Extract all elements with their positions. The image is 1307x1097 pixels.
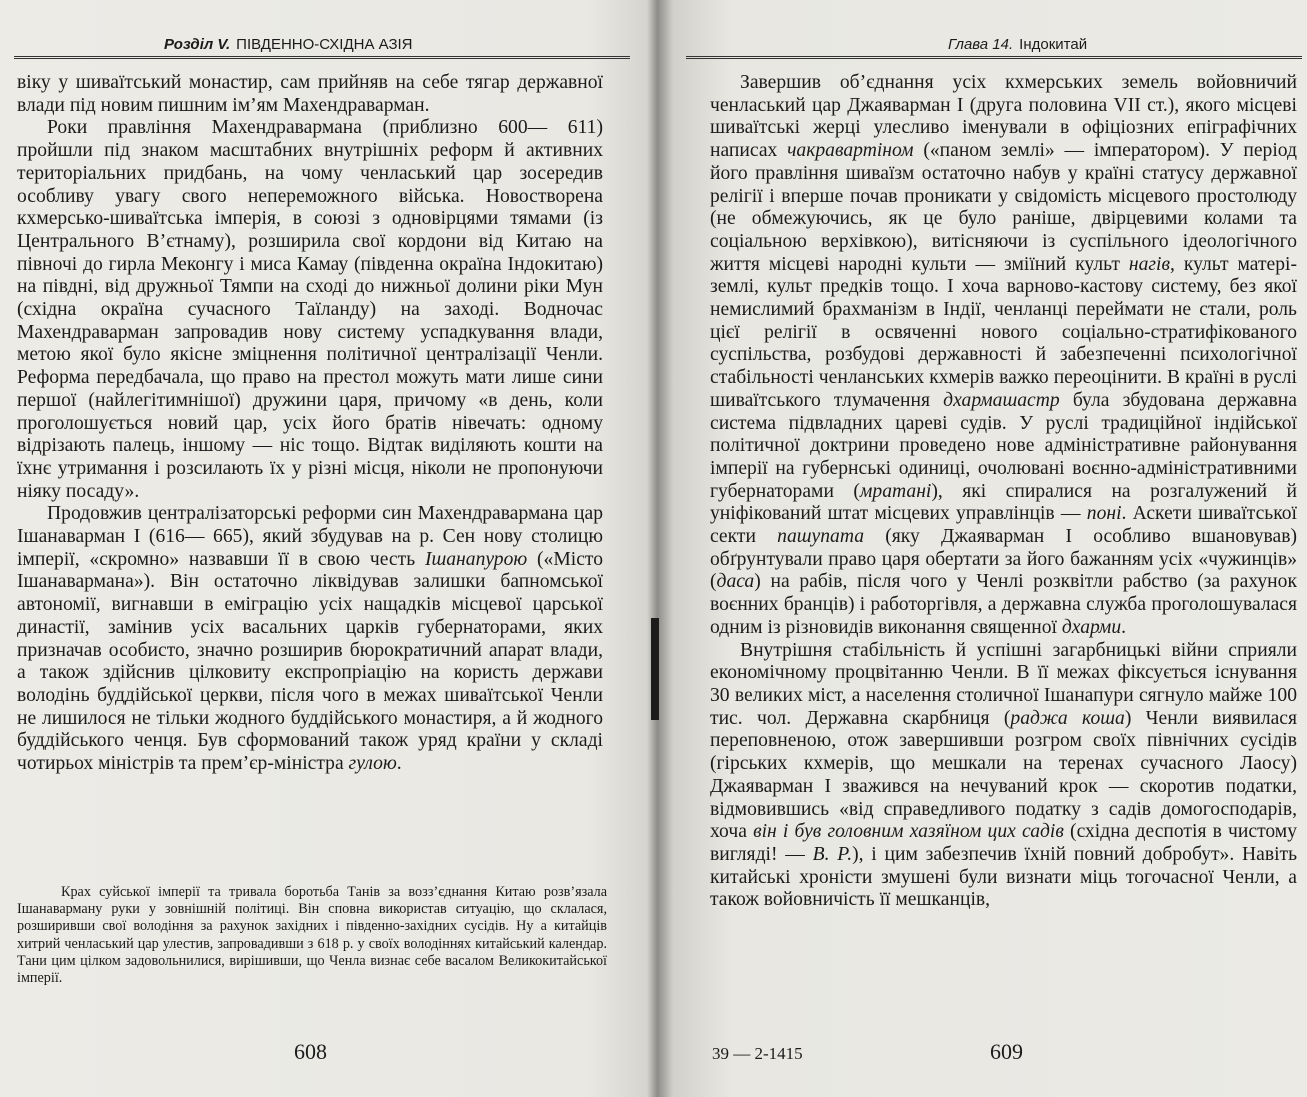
- term: поні: [1086, 503, 1122, 525]
- term: даса: [716, 571, 755, 593]
- term: раджа коша: [1010, 707, 1125, 729]
- paragraph: Роки правління Махендравармана (приблизно 600— 611) пройшли під знаком масштабних внутрішніх реформ й активних територіальних придбань, на чому ченласький цар зосередив особливу увагу свого непереможного війська. Новостворена кхмерсько-шиваїтська імперія, в союзі з одновірцями тямами (із Центрального В’єтнаму), розширила свої кордони від Китаю на півночі до гирла Меконгу і миса Камау (південна окраїна Індокитаю) на півдні, від дружньої Тямпи на сході до нижньої долини ріки Мун (східна окраїна сучасного Таїланду) на заході. Водночас Махендраварман запровадив нову систему успадкування влади, метою якої було якісне зміцнення політичної централізації Ченли. Реформа передбачала, що право на престол можуть мати лише сини першої (найлегітимнішої) дружини царя, причому «в день, коли проголошується новий цар, усіх його братів нівечать: одному відрізають палець, іншому — ніс тощо. Відтак виділяють кошти на їхнє утримання і розсилають їх у різні місця, ніколи не пропонуючи ніяку посаду».: [17, 117, 603, 502]
- left-body-text: [17, 72, 603, 776]
- section-label: Розділ V.: [164, 36, 231, 53]
- chapter-title: Індокитай: [1019, 36, 1088, 53]
- printer-signature: 39 — 2-1415: [712, 1044, 803, 1063]
- paragraph: Внутрішня стабільність й успішні загарбницькі війни сприяли економічному процвітанню Ченли. В її межах фіксується існування 30 великих міст, а населення столичної Ішанапури сягнуло майже 100 тис. чол. Державна скарбниця (раджа коша) Ченли виявилася переповненою, отож завершивши розгром своїх північних сусідів (гірських кхмерів, що мешкали на теренах сучасного Лаосу) Джаяварман I зважився на нечуваний крок — скоротив податки, відмовившись «від справедливого податку з садів домогосподарів, хоча він і був головним хазяїном цих садів (східна деспотія в чистому вигляді! — В. Р.), і цим забезпечив їхній повний добробут». Навіть китайські хроністи змушені були визнати міць тогочасної Ченли, а також войовничість її мешканців,: [710, 639, 1298, 911]
- running-head-right: [686, 34, 1302, 59]
- term: Ішанапурою: [424, 548, 528, 570]
- paragraph: Завершив об’єднання усіх кхмерських земель войовничий ченласький цар Джаяварман I (друга половина VII ст.), якого місцеві шиваїтські жерці улесливо іменували в офіціозних епіграфічних написах чакравартіном («паном землі» — імператором). У період його правління шиваїзм остаточно набув у країні статусу державної релігії і вперше почав проникати у свідомість місцевого простолюду (не обмежуючись, як це було раніше, двірцевими колами та соціальною верхівкою), витісняючи із суспільного ідеологічного життя місцеві народні культи — зміїний культ нагів, культ матері-землі, культ предків тощо. І хоча варново-кастову систему, без якої немислимий брахманізм в Індії, ченланці переймати не стали, роль цієї релігії в освяченні нового соціально-стратифікованого суспільства, розбудові державності й забезпеченні психологічної стабільності ченланських кхмерів важко переоцінити. В країні в руслі шиваїтського тлумачення дхармашастр була збудована державна система підвладних цареві судів. У руслі традиційної індійської політичної доктрини проведено нове адміністративне районування імперії на губернські одиниці, очолювані воєнно-адміністративними губернаторами (мратані), які спиралися на розгалужений й уніфікований штат місцевих управлінців — поні. Аскети шиваїтської секти пашупата (яку Джаяварман I особливо вшановував) обґрунтували право царя обертати за його бажанням усіх «чужинців» (даса) на рабів, після чого у Ченлі розквітли рабство (за рахунок воєнних бранців) і работоргівля, а державна служба проголошувалася одним із різновидів виконання священної дхарми.: [710, 72, 1298, 638]
- left-page: [0, 0, 650, 1097]
- term: він і був головним хазяїном цих садів: [753, 821, 1064, 843]
- running-head-left: [14, 34, 630, 59]
- footnote: Крах суйської імперії та тривала боротьба Танів за возз’єднання Китаю розв’язала Ішанаварману руки у зовнішній політиці. Він сповна використав ситуацію, що склалася, розширивши свої володіння за рахунок західних і південно-західних сусідів. Ну а китайців хитрий ченласький цар улестив, запровадивши з 618 р. у своїх володіннях китайський календар. Тани цим цілком задовольнилися, вирішивши, що Ченла визнає себе васалом Великокитайської імперії.: [17, 884, 607, 987]
- term: пашупата: [777, 526, 865, 548]
- chapter-label: Глава 14.: [948, 36, 1014, 53]
- term: дхармашастр: [943, 389, 1060, 411]
- paragraph: Продовжив централізаторські реформи син Махендравармана цар Ішанаварман I (616— 665), який збудував на р. Сен нову столицю імперії, «скромно» назвавши її в свою честь Ішанапурою («Місто Ішанавармана»). Він остаточно ліквідував залишки бапномської автономії, вигнавши в еміграцію усіх нащадків місцевої царської династії, замінив усіх васальних царків губернаторами, яких призначав особисто, значно розширив бюрократичний апарат влади, а також здійснив цілковиту експропріацію на користь держави володінь буддійської церкви, після чого в межах шиваїтської Ченли не лишилося не тільки жодного буддійського монастиря, а й жодного буддійського ченця. Був сформований також уряд країни у складі чотирьох міністрів та прем’єр-міністра гулою.: [17, 503, 603, 775]
- author-initials: В. Р.: [812, 843, 853, 865]
- paragraph: віку у шиваїтський монастир, сам прийняв на себе тягар державної влади під новим пишним ім’ям Махендраварман.: [17, 72, 603, 116]
- term: чакравартіном: [787, 140, 914, 162]
- section-title: ПІВДЕННО-СХІДНА АЗІЯ: [236, 36, 413, 53]
- right-page: [652, 0, 1307, 1097]
- page-number: 609: [990, 1039, 1023, 1064]
- page-number: 608: [294, 1039, 327, 1064]
- term: гулою: [348, 753, 397, 775]
- term: нагів: [1128, 253, 1170, 275]
- term: мратані: [859, 480, 932, 502]
- term: дхарми: [1061, 616, 1122, 638]
- right-body-text: [710, 72, 1297, 912]
